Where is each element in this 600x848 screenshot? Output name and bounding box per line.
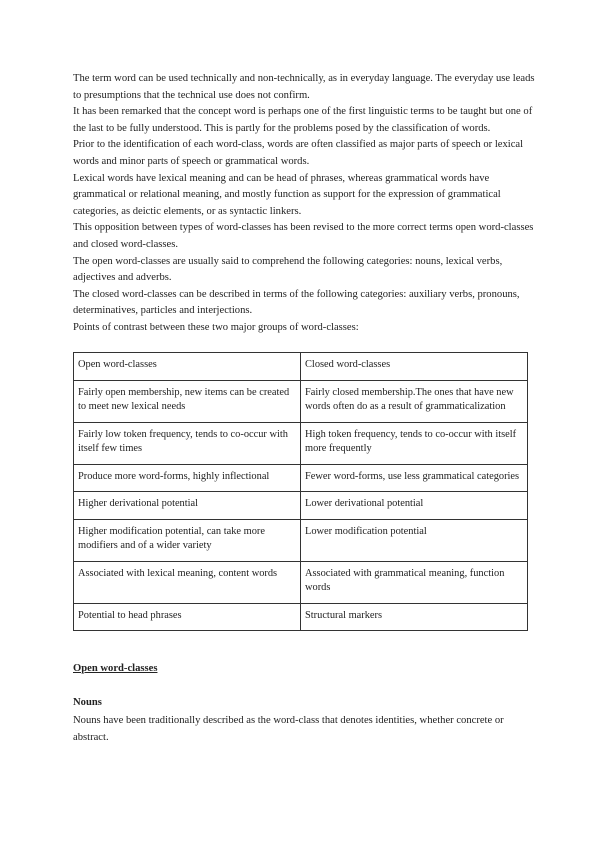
table-row: [74, 492, 528, 520]
table-cell: Fairly open membership, new items can be created to meet new lexical needs: [74, 380, 301, 422]
table-row: [74, 519, 528, 561]
table-cell: Fairly closed membership.The ones that have new words often do as a result of grammaticalization: [301, 380, 528, 422]
table-row: [74, 561, 528, 603]
paragraph: Prior to the identification of each word-class, words are often classified as major parts of speech or lexical words and minor parts of speech or grammatical words.: [73, 139, 524, 167]
table-cell: Associated with grammatical meaning, function words: [301, 561, 528, 603]
intro-text: [73, 71, 543, 337]
table-cell: Lower modification potential: [301, 519, 528, 561]
table-cell: Higher modification potential, can take more modifiers and of a wider variety: [74, 519, 301, 561]
nouns-paragraph: Nouns have been traditionally described as the word-class that denotes identities, whether concrete or abstract.: [73, 715, 504, 743]
table-header: Closed word-classes: [301, 353, 528, 381]
table-row: [74, 380, 528, 422]
table-cell: Produce more word-forms, highly inflectional: [74, 464, 301, 492]
paragraph: Lexical words have lexical meaning and can be head of phrases, whereas grammatical words have grammatical or relational meaning, and mostly function as support for the expression of grammatical categories, as deictic elements, or as syntactic linkers.: [73, 172, 501, 217]
table-header: Open word-classes: [74, 353, 301, 381]
section-heading: Open word-classes: [73, 663, 158, 674]
paragraph: This opposition between types of word-classes has been revised to the more correct terms open word-classes and closed word-classes.: [73, 222, 534, 250]
subheading: Nouns: [73, 697, 102, 708]
paragraph: The open word-classes are usually said to comprehend the following categories: nouns, lexical verbs, adjectives and adverbs.: [73, 255, 503, 284]
table-cell: Potential to head phrases: [74, 603, 301, 631]
table-cell: Fairly low token frequency, tends to co-occur with itself few times: [74, 422, 301, 464]
table-cell: Fewer word-forms, use less grammatical categories: [301, 464, 528, 492]
paragraph: The term word can be used technically and non-technically, as in everyday language. The everyday use leads to presumptions that the technical use does not confirm.: [73, 73, 535, 101]
paragraph: The closed word-classes can be described in terms of the following categories: auxiliary verbs, pronouns, determinatives, particles and interjections.: [73, 288, 520, 317]
paragraph: It has been remarked that the concept word is perhaps one of the first linguistic terms to be taught but one of the last to be fully understood. This is partly for the problems posed by the classification of words.: [73, 106, 533, 134]
table-header-row: [74, 353, 528, 381]
table-row: [74, 464, 528, 492]
table-row: [74, 603, 528, 631]
table-cell: Structural markers: [301, 603, 528, 631]
table-cell: Lower derivational potential: [301, 492, 528, 520]
table-cell: High token frequency, tends to co-occur with itself more frequently: [301, 422, 528, 464]
contrast-table: [73, 352, 528, 631]
table-row: [74, 422, 528, 464]
table-cell: Higher derivational potential: [74, 492, 301, 520]
paragraph: Points of contrast between these two major groups of word-classes:: [73, 321, 359, 333]
table-cell: Associated with lexical meaning, content words: [74, 561, 301, 603]
